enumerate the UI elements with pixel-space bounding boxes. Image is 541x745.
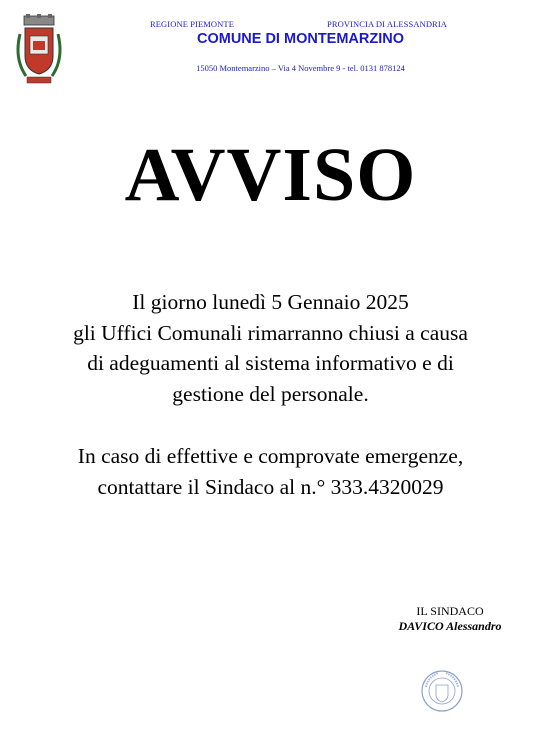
municipal-crest-icon xyxy=(14,14,64,86)
region-label: REGIONE PIEMONTE xyxy=(150,19,234,29)
signature-name: DAVICO Alessandro xyxy=(398,619,502,633)
signature-role: IL SINDACO xyxy=(416,604,484,618)
comune-address: 15050 Montemarzino – Via 4 Novembre 9 - tel. 0131 878124 xyxy=(196,63,405,73)
notice-title: AVVISO xyxy=(124,133,417,217)
notice-line: gestione del personale. xyxy=(172,381,369,406)
notice-line: di adeguamenti al sistema informativo e di xyxy=(87,351,454,375)
signature-block xyxy=(380,604,520,634)
comune-name: COMUNE DI MONTEMARZINO xyxy=(196,31,404,47)
province-label: PROVINCIA DI ALESSANDRIA xyxy=(327,19,447,29)
notice-line: Il giorno lunedì 5 Gennaio 2025 xyxy=(132,290,409,314)
emergency-line: In caso di effettive e comprovate emergenze, xyxy=(77,444,464,468)
notice-body xyxy=(0,287,541,502)
notice-line: gli Uffici Comunali rimarranno chiusi a causa xyxy=(73,320,468,345)
official-stamp-icon xyxy=(420,669,464,713)
emergency-line: contattare il Sindaco al n.° 333.4320029 xyxy=(97,474,444,499)
